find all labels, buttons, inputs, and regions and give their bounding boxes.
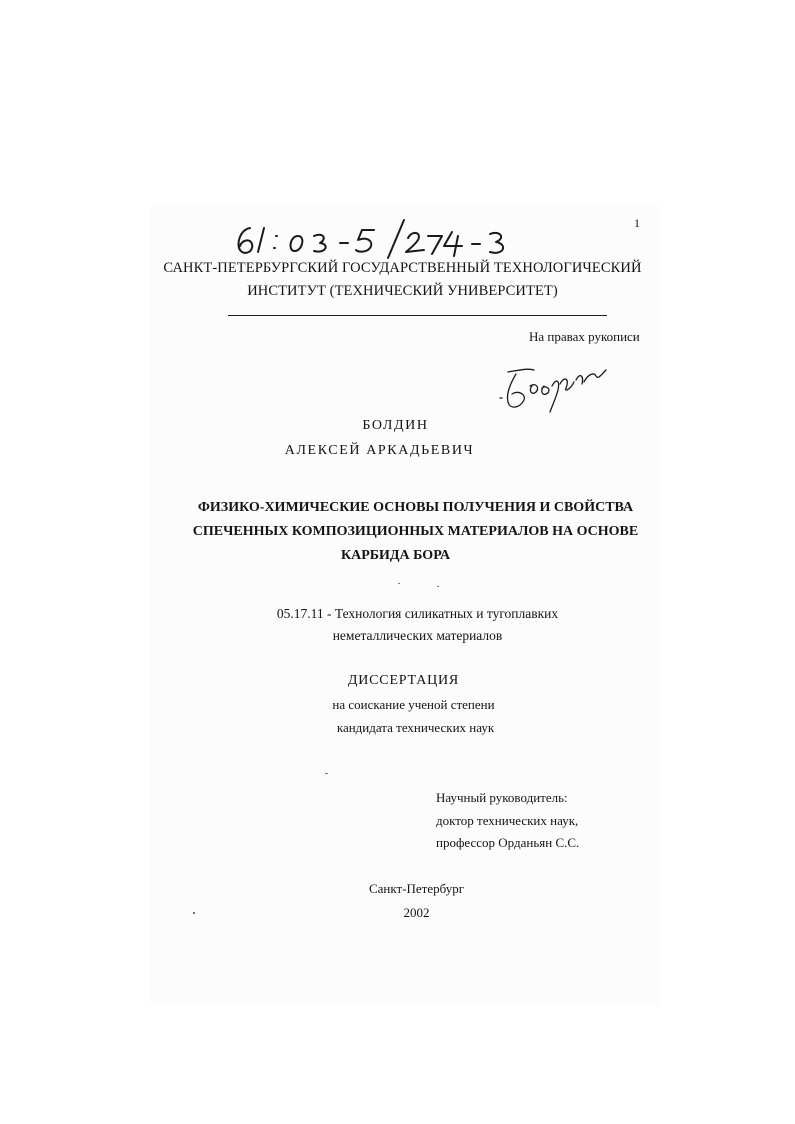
city: Санкт-Петербург: [368, 881, 465, 896]
manuscript-rights-note: На правах рукописи: [529, 329, 640, 344]
scan-speck: [437, 586, 439, 587]
handwritten-catalog-code: [228, 214, 518, 260]
scan-speck: [193, 912, 195, 914]
degree-line-1: на соискание ученой степени: [332, 697, 495, 712]
supervisor-name: профессор Орданьян С.С.: [436, 835, 580, 850]
specialty-line-1: 05.17.11 - Технология силикатных и тугоплавких: [276, 606, 559, 621]
thesis-title-line-3: КАРБИДА БОРА: [340, 548, 451, 563]
page-number: 1: [634, 216, 640, 230]
author-surname: БОЛДИН: [362, 418, 429, 433]
scan-speck: [398, 583, 400, 584]
header-divider: [228, 315, 607, 316]
author-signature: [490, 358, 612, 418]
author-first-and-patronymic: АЛЕКСЕЙ АРКАДЬЕВИЧ: [284, 443, 475, 458]
supervisor-heading: Научный руководитель:: [436, 790, 568, 805]
supervisor-degree: доктор технических наук,: [436, 813, 579, 828]
specialty-line-2: неметаллических материалов: [332, 628, 503, 643]
institution-line-2: ИНСТИТУТ (ТЕХНИЧЕСКИЙ УНИВЕРСИТЕТ): [247, 283, 558, 299]
degree-line-2: кандидата технических наук: [336, 720, 495, 735]
thesis-title-line-2: СПЕЧЕННЫХ КОМПОЗИЦИОННЫХ МАТЕРИАЛОВ НА ОСНОВЕ: [192, 524, 639, 539]
institution-line-1: САНКТ-ПЕТЕРБУРГСКИЙ ГОСУДАРСТВЕННЫЙ ТЕХНОЛОГИЧЕСКИЙ: [163, 260, 642, 276]
year: 2002: [403, 905, 430, 920]
scan-speck: [325, 773, 328, 774]
document-type: ДИССЕРТАЦИЯ: [347, 673, 460, 688]
thesis-title-line-1: ФИЗИКО-ХИМИЧЕСКИЕ ОСНОВЫ ПОЛУЧЕНИЯ И СВОЙСТВА: [197, 500, 634, 515]
